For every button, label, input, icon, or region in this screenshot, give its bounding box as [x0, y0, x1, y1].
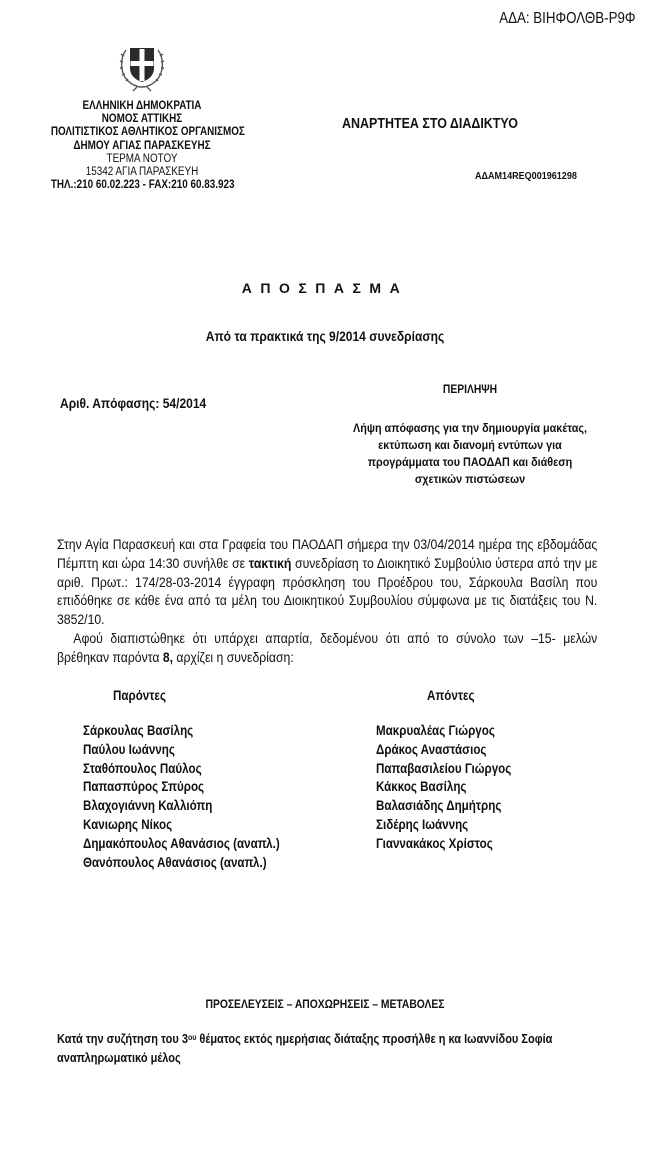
- body-p2-text-b: αρχίζει η συνεδρίαση:: [173, 649, 294, 665]
- minutes-line: [0, 328, 650, 344]
- ada-code: [477, 10, 636, 28]
- body-p1-text-a: Στην Αγία Παρασκευή και στα Γραφεία του ΠΑΟΔΑΠ σήμερα την 03/04/2014 ημέρα της εβδομάδας Πέμπτη και ώρα 14:30 συνήλθε σε: [57, 537, 598, 571]
- body-text: [57, 536, 597, 668]
- org-line-prefecture: ΝΟΜΟΣ ΑΤΤΙΚΗΣ: [101, 113, 183, 126]
- present-heading: [113, 688, 175, 703]
- publish-notice: [342, 116, 547, 132]
- list-item: Κανιωρης Νίκος: [83, 816, 173, 832]
- summary-heading-text: ΠΕΡΙΛΗΨΗ: [442, 382, 498, 396]
- org-address-city: 15342 ΑΓΙΑ ΠΑΡΑΣΚΕΥΗ: [85, 166, 199, 179]
- ordinal-suffix: ου: [187, 1033, 197, 1042]
- list-item: Σάρκουλας Βασίλης: [83, 723, 194, 738]
- changes-text-b: θέματος εκτός ημερήσιας διάταξης προσήλθε η κα Ιωαννίδου Σοφία αναπληρωματικό μέλος: [57, 1032, 553, 1065]
- document-title: ΑΠΟΣΠΑΣΜΑ: [241, 280, 409, 296]
- list-item: Παπασπύρος Σπύρος: [83, 779, 205, 795]
- ada-code-text: ΑΔΑ: ΒΙΗΦΟΛΘΒ-Ρ9Φ: [499, 10, 636, 27]
- list-item: Βλαχογιάννη Καλλιόπη: [83, 798, 213, 814]
- body-paragraph-1: [57, 536, 597, 630]
- org-phone-fax: ΤΗΛ.:210 60.02.223 - FAX:210 60.83.923: [50, 179, 235, 192]
- body-paragraph-2: [57, 630, 597, 668]
- list-item: Παύλου Ιωάννης: [83, 741, 175, 757]
- changes-heading: [0, 997, 650, 1011]
- changes-text-a: Κατά την συζήτηση του 3: [57, 1032, 188, 1046]
- decision-number-text: Αριθ. Απόφασης: 54/2014: [60, 395, 207, 411]
- session-type: τακτική: [248, 555, 292, 571]
- list-item: Κάκκος Βασίλης: [376, 779, 467, 795]
- changes-text: [57, 1030, 617, 1068]
- publish-notice-text: ΑΝΑΡΤΗΤΕΑ ΣΤΟ ΔΙΑΔΙΚΤΥΟ: [342, 116, 518, 132]
- list-item: Βαλασιάδης Δημήτρης: [376, 798, 502, 814]
- minutes-line-text: Από τα πρακτικά της 9/2014 συνεδρίασης: [205, 328, 445, 344]
- absent-heading-text: Απόντες: [427, 688, 475, 703]
- decision-number: [60, 395, 230, 411]
- body-p2-text-a: Αφού διαπιστώθηκε ότι υπάρχει απαρτία, δεδομένου ότι από το σύνολο των –15- μελών βρέθηκαν παρόντα: [57, 630, 598, 665]
- present-count: 8,: [162, 649, 174, 665]
- absent-heading: [427, 688, 482, 703]
- body-p1-text-b: συνεδρίαση το Διοικητικό Συμβούλιο ύστερα από την με αριθ. Πρωτ.: 174/28-03-2014 έγγραφη πρόσκληση του Προέδρου του, Σάρκουλα Βασίλη που επιδόθηκε σε κάθε ένα από τα μέλη του Διοικητικού Συμβουλίου σύμφωνα με τις διατάξεις του Ν. 3852/10.: [57, 555, 598, 628]
- list-item: Δράκος Αναστάσιος: [376, 741, 487, 757]
- org-address-street: ΤΕΡΜΑ ΝΟΤΟΥ: [106, 152, 178, 165]
- list-item: Παπαβασιλείου Γιώργος: [376, 760, 512, 776]
- reference-code: [475, 170, 593, 182]
- list-item: Μακρυαλέας Γιώργος: [376, 723, 495, 738]
- greek-emblem-icon: [117, 40, 167, 92]
- absent-list: [376, 722, 533, 854]
- list-item: Σταθόπουλος Παύλος: [83, 760, 202, 776]
- present-list: [83, 722, 312, 872]
- present-heading-text: Παρόντες: [113, 688, 166, 703]
- list-item: Σιδέρης Ιωάννης: [376, 816, 469, 832]
- summary-heading: [330, 382, 610, 396]
- org-line-organization: ΠΟΛΙΤΙΣΤΙΚΟΣ ΑΘΛΗΤΙΚΟΣ ΟΡΓΑΝΙΣΜΟΣ: [50, 126, 245, 139]
- list-item: Γιαννακάκος Χρίστος: [376, 835, 493, 851]
- changes-heading-text: ΠΡΟΣΕΛΕΥΣΕΙΣ – ΑΠΟΧΩΡΗΣΕΙΣ – ΜΕΤΑΒΟΛΕΣ: [205, 997, 445, 1011]
- organization-header: [36, 100, 248, 192]
- list-item: Δημακόπουλος Αθανάσιος (αναπλ.): [83, 835, 280, 851]
- list-item: Θανόπουλος Αθανάσιος (αναπλ.): [83, 854, 267, 870]
- org-line-country: ΕΛΛΗΝΙΚΗ ΔΗΜΟΚΡΑΤΙΑ: [82, 100, 202, 112]
- org-line-municipality: ΔΗΜΟΥ ΑΓΙΑΣ ΠΑΡΑΣΚΕΥΗΣ: [73, 139, 211, 152]
- summary-text-content: Λήψη απόφασης για την δημιουργία μακέτας, εκτύπωση και διανομή εντύπων για προγράμματα του ΠΑΟΔΑΠ και διάθεση σχετικών πιστώσεων: [353, 421, 587, 486]
- summary-text: [330, 420, 610, 488]
- reference-code-text: ΑΔΑΜ14REQ001961298: [475, 170, 577, 182]
